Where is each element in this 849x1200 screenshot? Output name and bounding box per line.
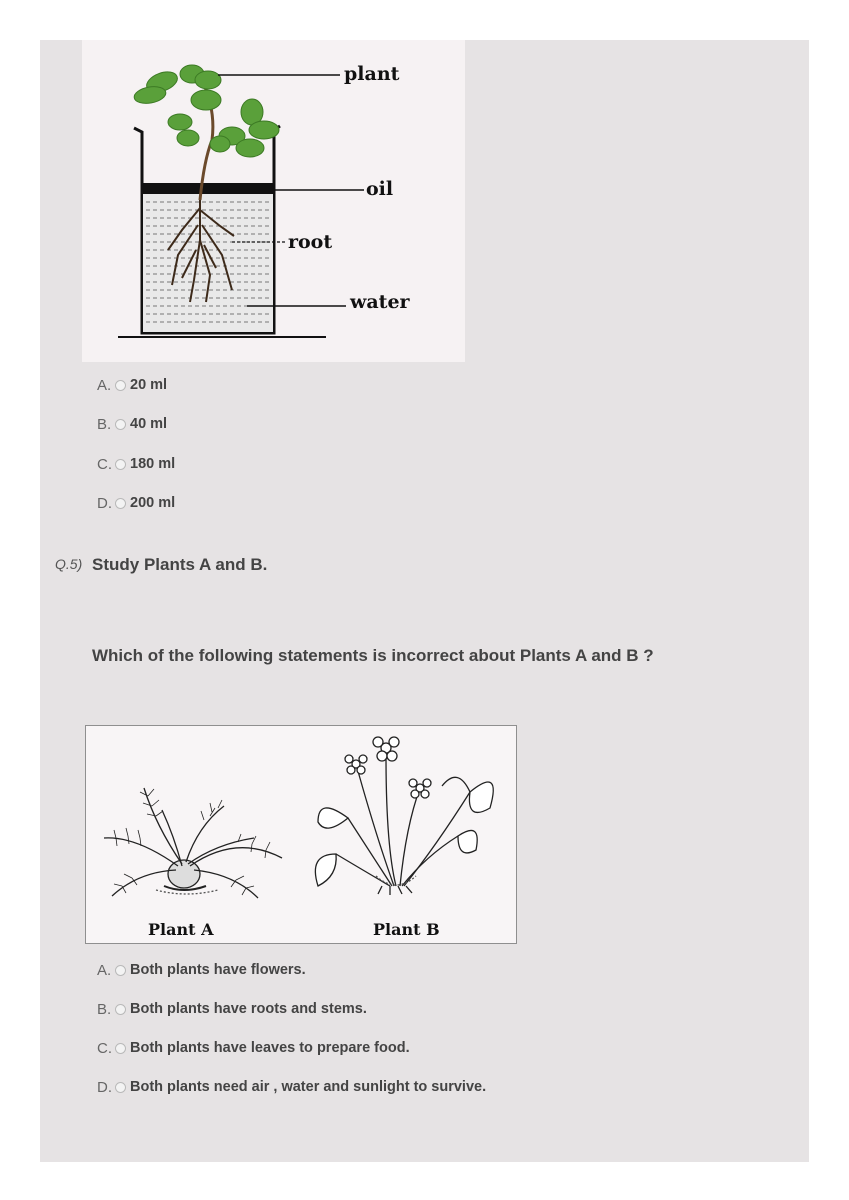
oil-layer	[143, 183, 273, 194]
plant-leaves	[133, 65, 279, 157]
option-letter: A.	[97, 961, 112, 979]
plant-beaker-figure	[82, 40, 465, 362]
option-letter: C.	[97, 1039, 112, 1057]
radio-button[interactable]	[115, 380, 126, 391]
option-text: Both plants have leaves to prepare food.	[130, 1040, 410, 1056]
question-prompt: Which of the following statements is incorrect about Plants A and B ?	[92, 646, 654, 665]
q5-option-d[interactable]	[97, 1077, 486, 1097]
option-text: 200 ml	[130, 495, 176, 511]
q4-option-c[interactable]	[97, 454, 175, 474]
radio-button[interactable]	[115, 419, 126, 430]
option-text: Both plants have flowers.	[130, 962, 306, 978]
radio-button[interactable]	[115, 498, 126, 509]
plant-beaker-illustration	[82, 40, 465, 362]
radio-button[interactable]	[115, 459, 126, 470]
plant-b-drawing	[315, 737, 493, 895]
q4-option-a[interactable]	[97, 375, 167, 395]
option-letter: D.	[97, 1078, 112, 1096]
q4-option-d[interactable]	[97, 493, 175, 513]
plant-b-label: Plant B	[373, 920, 440, 939]
option-letter: D.	[97, 494, 112, 512]
radio-button[interactable]	[115, 965, 126, 976]
option-text: 40 ml	[130, 416, 168, 432]
option-text: 20 ml	[130, 377, 168, 393]
water-label: water	[350, 291, 410, 313]
option-letter: B.	[97, 1000, 112, 1018]
radio-button[interactable]	[115, 1004, 126, 1015]
q4-option-b[interactable]	[97, 414, 167, 434]
option-letter: A.	[97, 376, 112, 394]
plants-illustration	[86, 726, 516, 943]
option-text: Both plants have roots and stems.	[130, 1001, 367, 1017]
water-body	[143, 194, 273, 332]
option-text: 180 ml	[130, 456, 176, 472]
q5-option-c[interactable]	[97, 1038, 410, 1058]
oil-label: oil	[366, 178, 394, 200]
option-letter: B.	[97, 415, 112, 433]
option-letter: C.	[97, 455, 112, 473]
plant-a-label: Plant A	[148, 920, 214, 939]
q5-option-a[interactable]	[97, 960, 306, 980]
plants-figure	[85, 725, 517, 944]
radio-button[interactable]	[115, 1082, 126, 1093]
question-title: Study Plants A and B.	[92, 555, 268, 574]
plant-label: plant	[344, 63, 400, 85]
q5-option-b[interactable]	[97, 999, 367, 1019]
plant-a-drawing	[104, 788, 282, 898]
option-text: Both plants need air , water and sunlight to survive.	[130, 1079, 487, 1095]
radio-button[interactable]	[115, 1043, 126, 1054]
root-label: root	[288, 231, 333, 253]
question-number: Q.5)	[55, 556, 83, 572]
